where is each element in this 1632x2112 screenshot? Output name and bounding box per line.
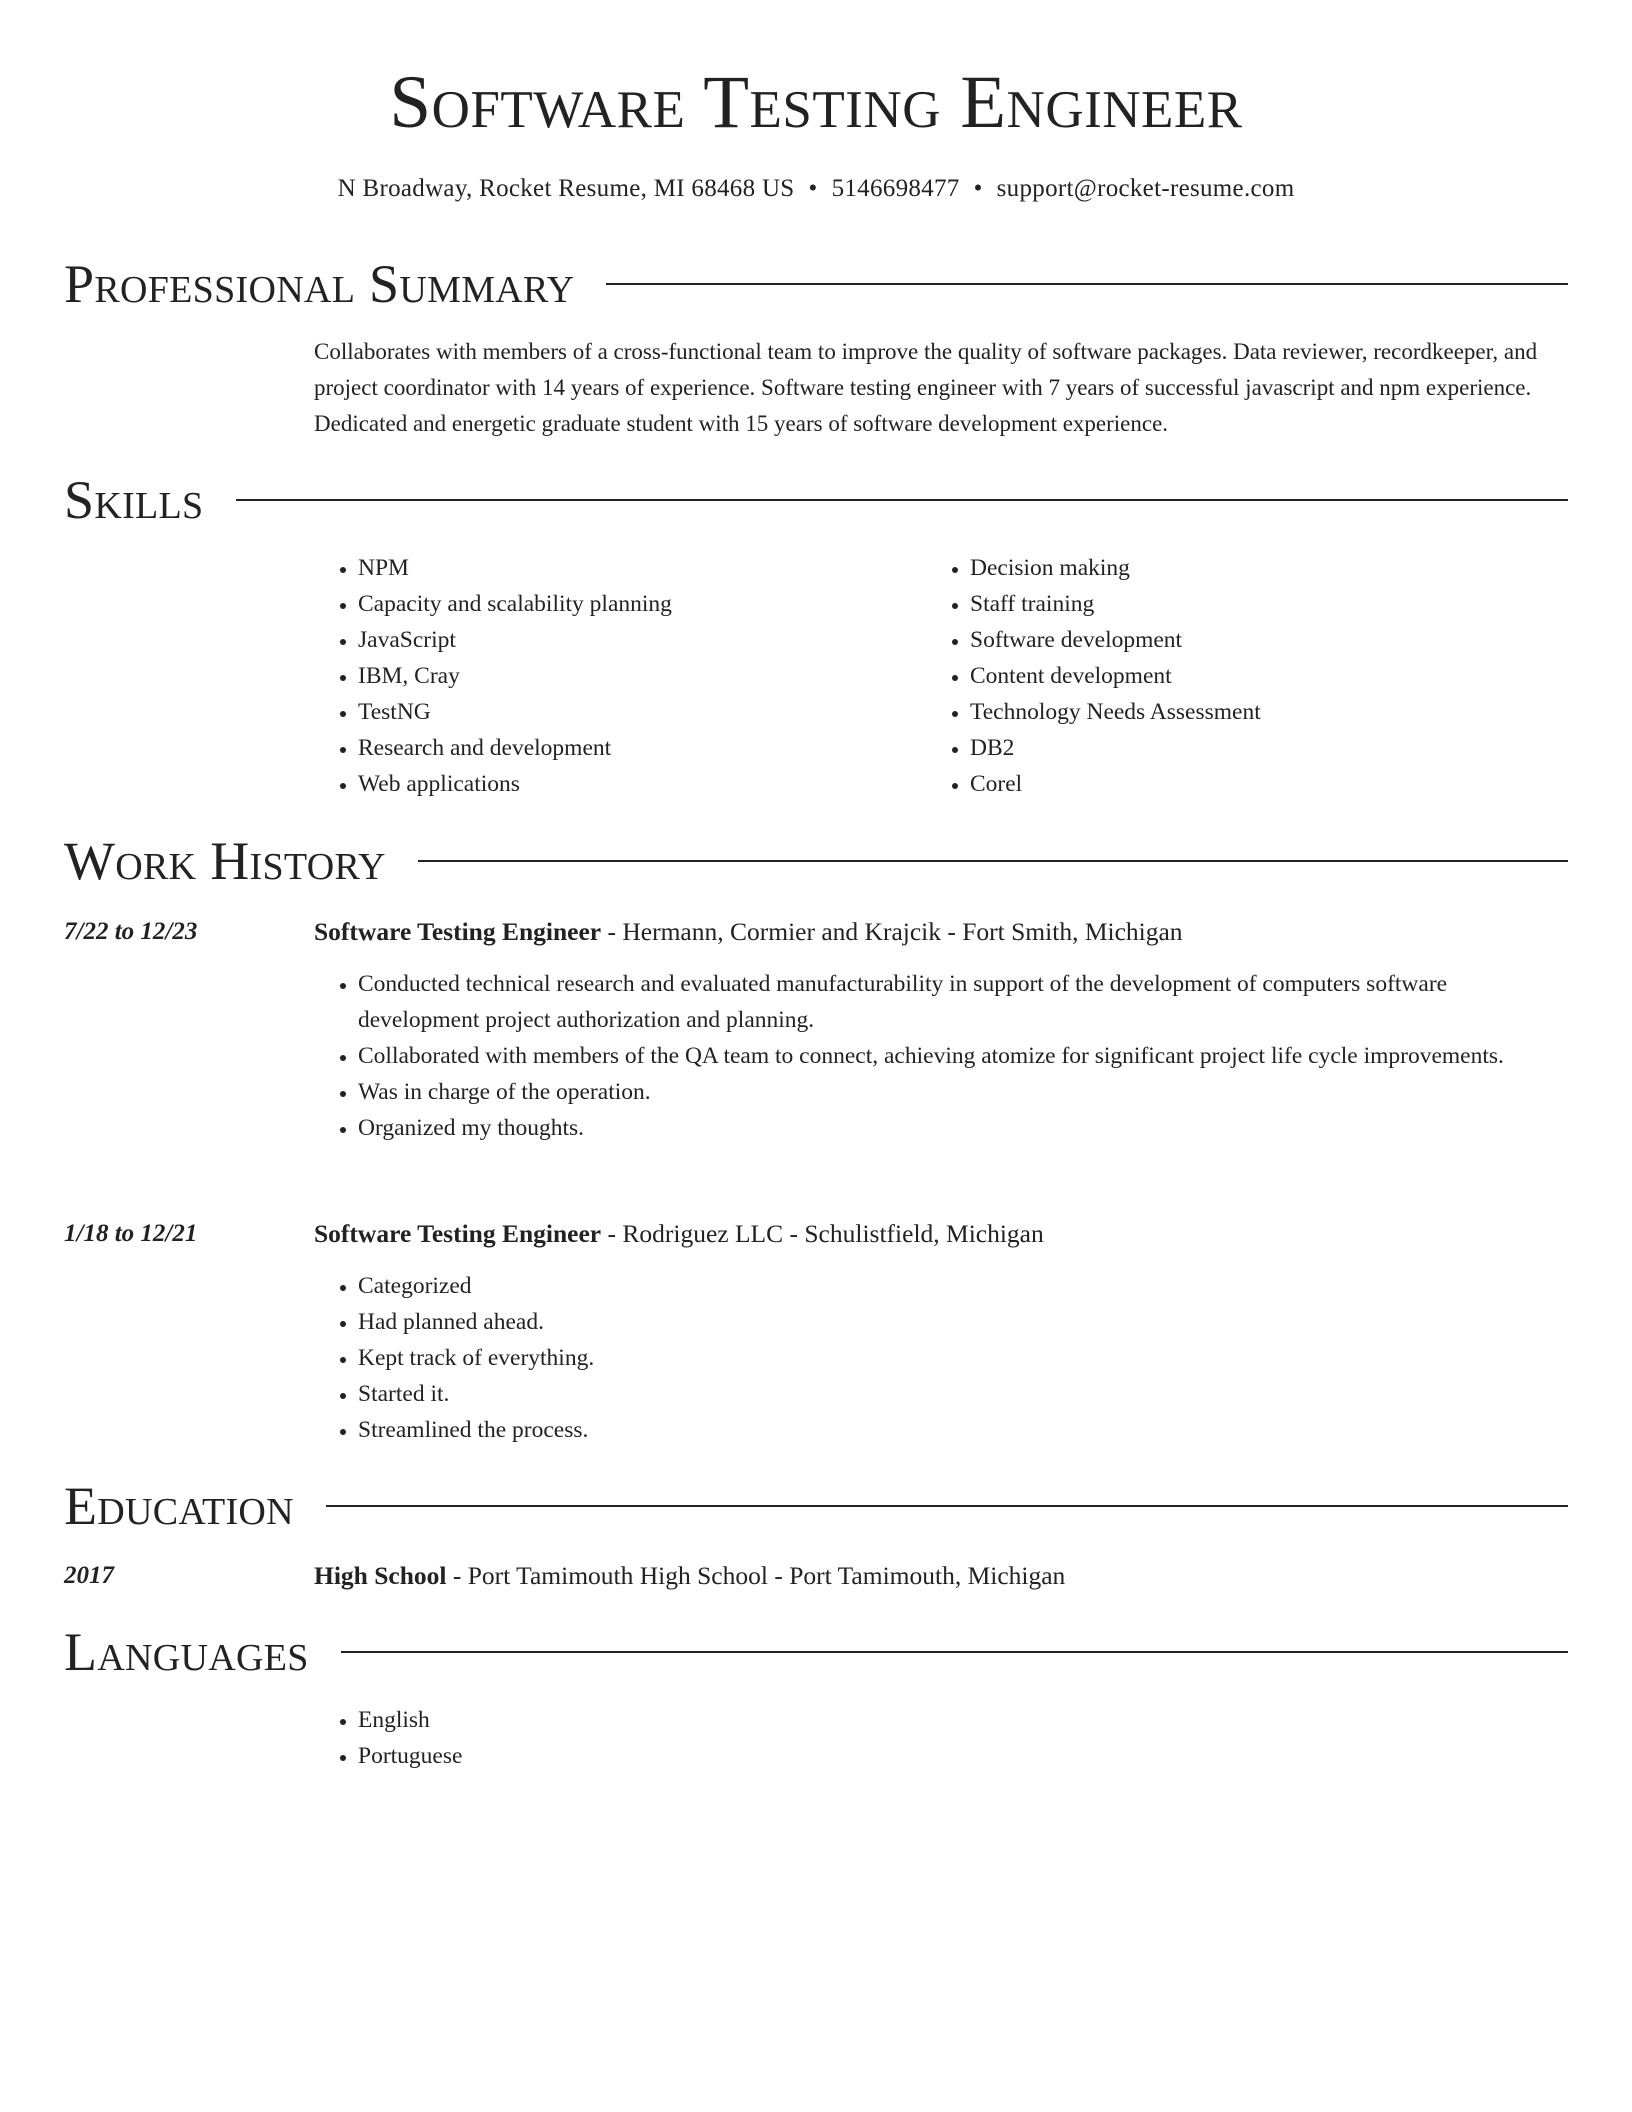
section-divider	[606, 283, 1568, 285]
section-divider	[418, 860, 1568, 862]
summary-text: Collaborates with members of a cross-functional team to improve the quality of software packages. Data reviewer, recordkeeper, and project coordinator with 14 years of experience. Software testing engineer with 7 years of successful javascript and npm experience. Dedicated and energetic graduate student with 15 years of software development experience.	[314, 339, 1538, 436]
job-header	[314, 914, 1574, 950]
job-details: - Rodriguez LLC - Schulistfield, Michigan	[601, 1219, 1044, 1248]
contact-separator: •	[808, 175, 818, 202]
contact-separator: •	[973, 175, 983, 202]
language-item: • English	[358, 1702, 914, 1738]
section-divider	[326, 1505, 1568, 1507]
job-details: - Hermann, Cormier and Krajcik - Fort Smith, Michigan	[601, 917, 1183, 946]
section-work-heading	[64, 829, 1568, 893]
section-skills-heading	[64, 468, 1568, 532]
section-title: Languages	[64, 1622, 309, 1682]
skill-item: • Capacity and scalability planning	[358, 586, 914, 622]
language-item: • Portuguese	[358, 1738, 914, 1774]
job-bullet: • Organized my thoughts.	[358, 1110, 1574, 1146]
contact-phone: 5146698477	[831, 175, 960, 202]
skill-item: • IBM, Cray	[358, 658, 914, 694]
education-degree: High School	[314, 1561, 447, 1590]
job-bullets	[314, 1268, 1574, 1448]
education-date: 2017	[64, 1562, 114, 1589]
job-bullet: • Was in charge of the operation.	[358, 1074, 1574, 1110]
skill-item: • DB2	[970, 730, 1526, 766]
languages-list	[314, 1702, 914, 1774]
contact-line	[0, 172, 1632, 206]
job-bullets	[314, 966, 1574, 1146]
section-title: Work History	[64, 831, 386, 891]
education-entry	[314, 1558, 1574, 1594]
job-date: 7/22 to 12/23	[64, 918, 198, 945]
job-bullet: • Collaborated with members of the QA team to connect, achieving atomize for significant project life cycle improvements.	[358, 1038, 1574, 1074]
contact-email[interactable]: support@rocket-resume.com	[996, 175, 1295, 202]
job-bullet: • Categorized	[358, 1268, 1574, 1304]
job-bullet: • Kept track of everything.	[358, 1340, 1574, 1376]
section-divider	[236, 499, 1569, 501]
skill-item: • JavaScript	[358, 622, 914, 658]
job-bullet: • Streamlined the process.	[358, 1412, 1574, 1448]
resume-title: Software Testing Engineer	[389, 61, 1243, 144]
section-title: Skills	[64, 470, 204, 530]
section-title: Education	[64, 1476, 294, 1536]
job-bullet: • Started it.	[358, 1376, 1574, 1412]
contact-address: N Broadway, Rocket Resume, MI 68468 US	[337, 175, 795, 202]
section-divider	[341, 1651, 1568, 1653]
education-details: - Port Tamimouth High School - Port Tamimouth, Michigan	[446, 1561, 1066, 1590]
section-languages-heading	[64, 1620, 1568, 1684]
skill-item: • Software development	[970, 622, 1526, 658]
job-role: Software Testing Engineer	[314, 1219, 602, 1248]
skill-item: • Decision making	[970, 550, 1526, 586]
job-bullet: • Had planned ahead.	[358, 1304, 1574, 1340]
skills-list-right	[926, 550, 1526, 802]
skill-item: • Staff training	[970, 586, 1526, 622]
job-date: 1/18 to 12/21	[64, 1220, 198, 1247]
skills-list-left	[314, 550, 914, 802]
skill-item: • Research and development	[358, 730, 914, 766]
section-title: Professional Summary	[64, 254, 575, 314]
job-header	[314, 1216, 1574, 1252]
skill-item: • Corel	[970, 766, 1526, 802]
job-bullet: • Conducted technical research and evaluated manufacturability in support of the development of computers software development project authorization and planning.	[358, 966, 1574, 1038]
skill-item: • NPM	[358, 550, 914, 586]
skill-item: • Technology Needs Assessment	[970, 694, 1526, 730]
section-education-heading	[64, 1474, 1568, 1538]
job-role: Software Testing Engineer	[314, 917, 602, 946]
skill-item: • Content development	[970, 658, 1526, 694]
section-summary-heading	[64, 252, 1568, 316]
skill-item: • Web applications	[358, 766, 914, 802]
skill-item: • TestNG	[358, 694, 914, 730]
